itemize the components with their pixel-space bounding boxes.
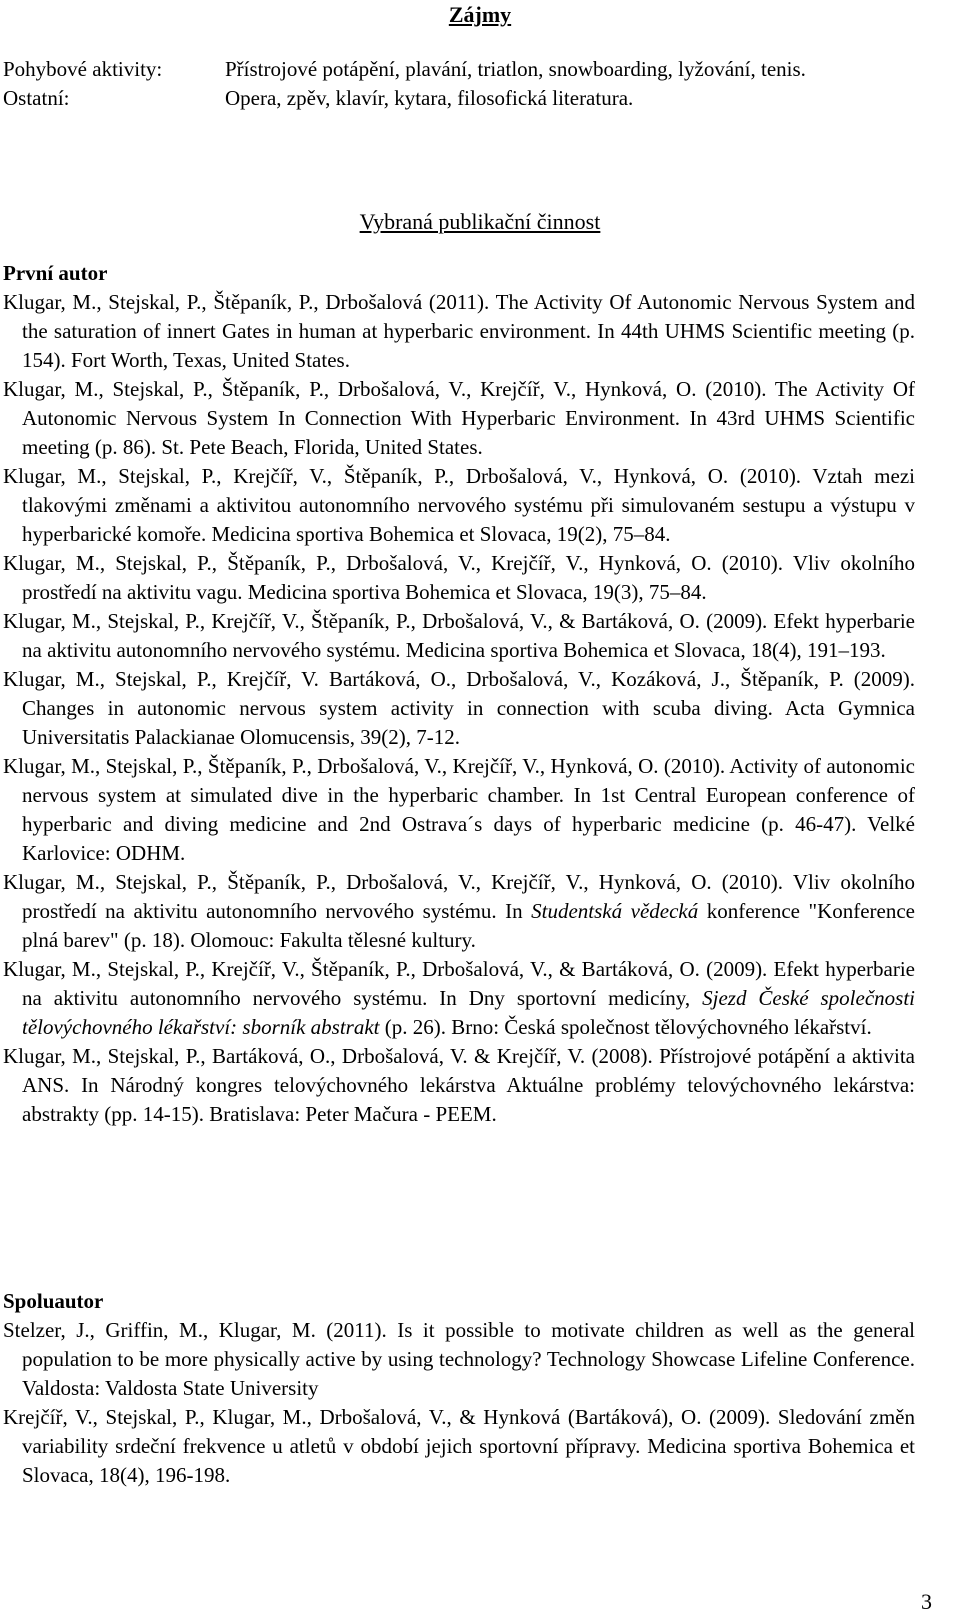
reference-item: Klugar, M., Stejskal, P., Bartáková, O., Drbošalová, V. & Krejčíř, V. (2008). Přístrojové potápění a aktivita ANS. In Národný kongres telovýchovného lekárstva Aktuálne problémy telovýchovného lekárstva: abstrakty (pp. 14-15). Bratislava: Peter Mačura - PEEM. — [3, 1044, 915, 1126]
interest-label: Ostatní: — [3, 86, 70, 110]
interest-value: Opera, zpěv, klavír, kytara, filosofická literatura. — [225, 86, 634, 110]
first-author-references — [3, 288, 915, 1129]
reference-item: Klugar, M., Stejskal, P., Krejčíř, V. Bartáková, O., Drbošalová, V., Kozáková, J., Štěpaník, P. (2009). Changes in autonomic nervous system activity in connection with scuba diving. Acta Gymnica Universitatis Palackianae Olomucensis, 39(2), 7-12. — [3, 667, 915, 749]
interests-list — [3, 55, 903, 113]
reference-item: Klugar, M., Stejskal, P., Štěpaník, P., Drbošalová, V., Krejčíř, V., Hynková, O. (2010). Activity of autonomic nervous system at simulated dive in the hyperbaric chamber. In 1st Central European conference of hyperbaric and diving medicine and 2nd Ostrava´s days of hyperbaric medicine (p. 46-47). Velké Karlovice: ODHM. — [3, 754, 915, 865]
reference-item: Klugar, M., Stejskal, P., Krejčíř, V., Štěpaník, P., Drbošalová, V., Hynková, O. (2010). Vztah mezi tlakovými změnami a aktivitou autonomního nervového systému při simulovaném sestupu a výstupu v hyperbarické komoře. Medicina sportiva Bohemica et Slovaca, 19(2), 75–84. — [3, 464, 915, 546]
reference-item — [3, 868, 915, 955]
interests-title: Zájmy — [448, 2, 512, 27]
interest-row — [3, 55, 903, 84]
reference-italic: Sjezd České společnosti tělovýchovného lékařství: sborník abstrakt — [22, 986, 915, 1039]
interest-row — [3, 84, 903, 113]
reference-text: konference "Konference plná barev" (p. 18). Olomouc: Fakulta tělesné kultury. — [22, 899, 916, 952]
reference-text: Klugar, M., Stejskal, P., Štěpaník, P., Drbošalová, V., Krejčíř, V., Hynková, O. (2010). Vliv okolního prostředí na aktivitu autonomního nervového systému. In — [3, 870, 915, 923]
first-author-heading: První autor — [3, 261, 108, 285]
publications-title: Vybraná publikační činnost — [359, 209, 601, 234]
reference-item: Klugar, M., Stejskal, P., Štěpaník, P., Drbošalová, V., Krejčíř, V., Hynková, O. (2010). The Activity Of Autonomic Nervous System In Connection With Hyperbaric Environment. In 43rd UHMS Scientific meeting (p. 86). St. Pete Beach, Florida, United States. — [3, 377, 915, 459]
reference-text: Klugar, M., Stejskal, P., Krejčíř, V., Štěpaník, P., Drbošalová, V., & Bartáková, O. (2009). Efekt hyperbarie na aktivitu autonomního nervového systému. In Dny sportovní medicíny, — [3, 957, 915, 1010]
reference-item: Klugar, M., Stejskal, P., Štěpaník, P., Drbošalová (2011). The Activity Of Autonomic Nervous System and the saturation of innert Gates in human at hyperbaric environment. In 44th UHMS Scientific meeting (p. 154). Fort Worth, Texas, United States. — [3, 290, 915, 372]
page-number: 3 — [921, 1589, 932, 1614]
co-author-heading: Spoluautor — [3, 1289, 104, 1313]
interest-value: Přístrojové potápění, plavání, triatlon, snowboarding, lyžování, tenis. — [225, 57, 806, 81]
reference-item — [3, 955, 915, 1042]
reference-item: Krejčíř, V., Stejskal, P., Klugar, M., Drbošalová, V., & Hynková (Bartáková), O. (2009). Sledování změn variability srdeční frekvence u atletů v období jejich sportovní přípravy. Medicina sportiva Bohemica et Slovaca, 18(4), 196-198. — [3, 1405, 915, 1487]
reference-italic: Studentská vědecká — [531, 899, 699, 923]
co-author-references — [3, 1316, 915, 1490]
reference-text: (p. 26). Brno: Česká společnost tělovýchovného lékařství. — [379, 1015, 872, 1039]
interest-label: Pohybové aktivity: — [3, 57, 163, 81]
reference-item: Klugar, M., Stejskal, P., Krejčíř, V., Štěpaník, P., Drbošalová, V., & Bartáková, O. (2009). Efekt hyperbarie na aktivitu autonomního nervového systému. Medicina sportiva Bohemica et Slovaca, 18(4), 191–193. — [3, 609, 915, 662]
reference-item: Stelzer, J., Griffin, M., Klugar, M. (2011). Is it possible to motivate children as well as the general population to be more physically active by using technology? Technology Showcase Lifeline Conference. Valdosta: Valdosta State University — [3, 1318, 915, 1400]
reference-item: Klugar, M., Stejskal, P., Štěpaník, P., Drbošalová, V., Krejčíř, V., Hynková, O. (2010). Vliv okolního prostředí na aktivitu vagu. Medicina sportiva Bohemica et Slovaca, 19(3), 75–84. — [3, 551, 915, 604]
